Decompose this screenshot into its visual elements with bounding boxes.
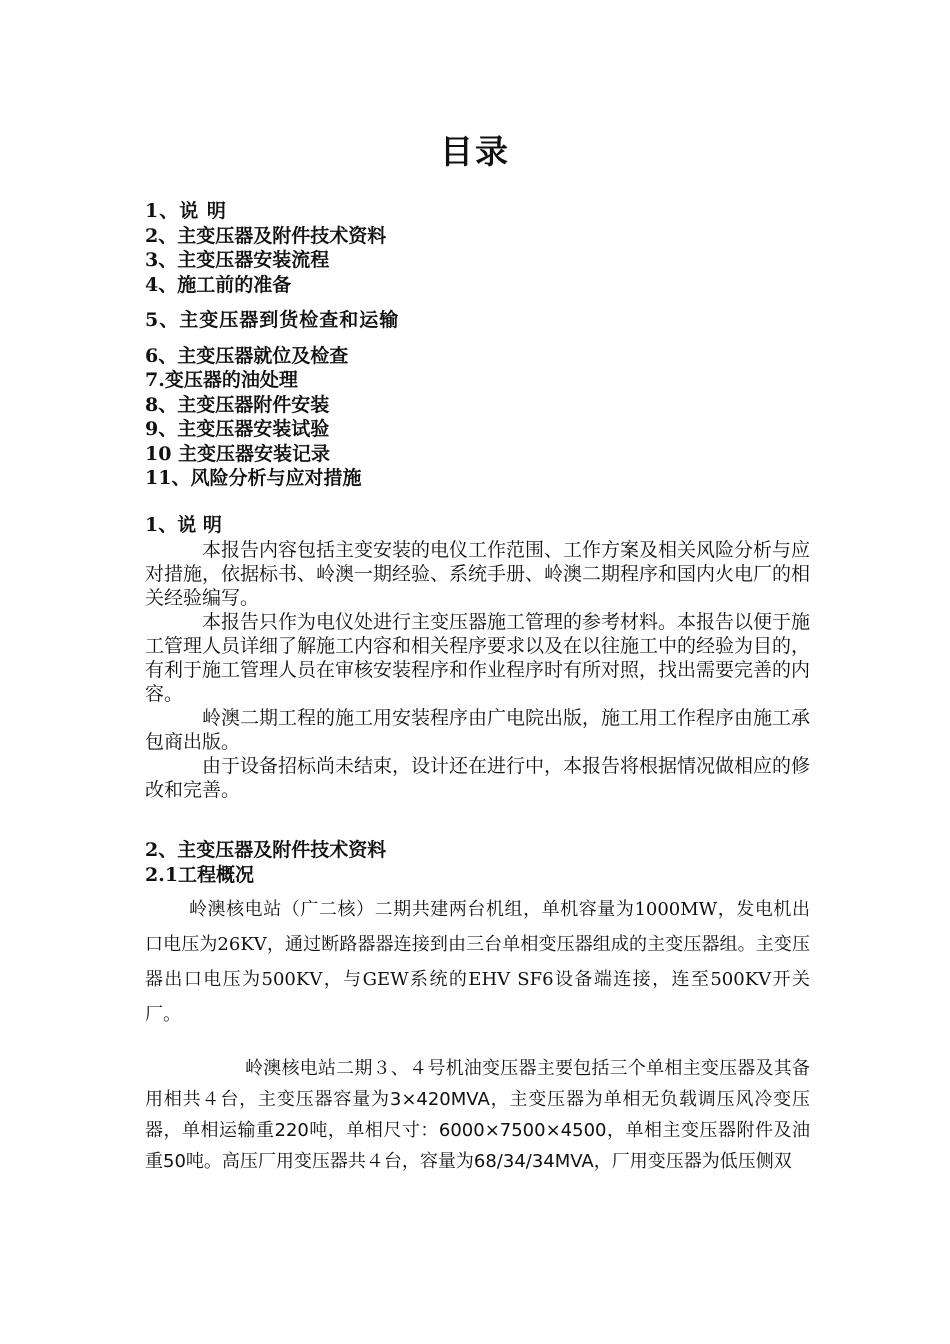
page-title: 目录 bbox=[440, 132, 510, 171]
paragraph: 本报告只作为电仪处进行主变压器施工管理的参考材料。本报告以便于施工管理人员详细了解施工内容和相关程序要求以及在以往施工中的经验为目的，有利于施工管理人员在审核安装程序和作业程序时有所对照，找出需要完善的内容。 bbox=[145, 611, 811, 705]
toc-item-3: 3、主变压器安装流程 bbox=[145, 249, 330, 271]
paragraph: 岭澳核电站二期３、４号机油变压器主要包括三个单相主变压器及其备用相共４台，主变压器容量为3×420MVA，主变压器为单相无负载调压风冷变压器，单相运输重220吨，单相尺寸：6000×7500×4500，单相主变压器附件及油重50吨。高压厂用变压器共４台，容量为68/34/34MVA，厂用变压器为低压侧双 bbox=[145, 1058, 810, 1172]
paragraph: 由于设备招标尚未结束，设计还在进行中，本报告将根据情况做相应的修改和完善。 bbox=[145, 755, 811, 801]
table-of-contents bbox=[145, 199, 825, 491]
subsection-heading: 2.1工程概况 bbox=[145, 864, 255, 886]
toc-item-1: 1、说 明 bbox=[145, 200, 227, 222]
toc-item-5: 5、主变压器到货检查和运输 bbox=[145, 309, 400, 331]
section-heading: 2、主变压器及附件技术资料 bbox=[145, 839, 387, 861]
paragraph: 岭澳二期工程的施工用安装程序由广电院出版，施工用工作程序由施工承包商出版。 bbox=[145, 707, 811, 753]
toc-item-4: 4、施工前的准备 bbox=[145, 273, 292, 296]
toc-item-6: 6、主变压器就位及检查 bbox=[145, 344, 349, 367]
toc-item-2: 2、主变压器及附件技术资料 bbox=[145, 224, 387, 247]
section-heading: 1、说 明 bbox=[145, 514, 222, 536]
section-technical-data bbox=[145, 838, 810, 1032]
section-explanation bbox=[145, 513, 810, 802]
toc-item-8: 8、主变压器附件安装 bbox=[145, 393, 330, 416]
toc-item-11: 11、风险分析与应对措施 bbox=[145, 467, 362, 489]
toc-item-10: 10 主变压器安装记录 bbox=[145, 442, 331, 465]
paragraph: 本报告内容包括主变安装的电仪工作范围、工作方案及相关风险分析与应对措施，依据标书、岭澳一期经验、系统手册、岭澳二期程序和国内火电厂的相关经验编写。 bbox=[145, 539, 811, 609]
toc-item-9: 9、主变压器安装试验 bbox=[145, 418, 330, 440]
toc-item-7: 7.变压器的油处理 bbox=[145, 369, 298, 391]
paragraph: 岭澳核电站（广二核）二期共建两台机组，单机容量为1000MW，发电机出口电压为26KV，通过断路器器连接到由三台单相变压器组成的主变压器组。主变压器出口电压为500KV，与GEW系统的EHV SF6设备端连接，连至500KV开关厂。 bbox=[145, 899, 810, 1025]
